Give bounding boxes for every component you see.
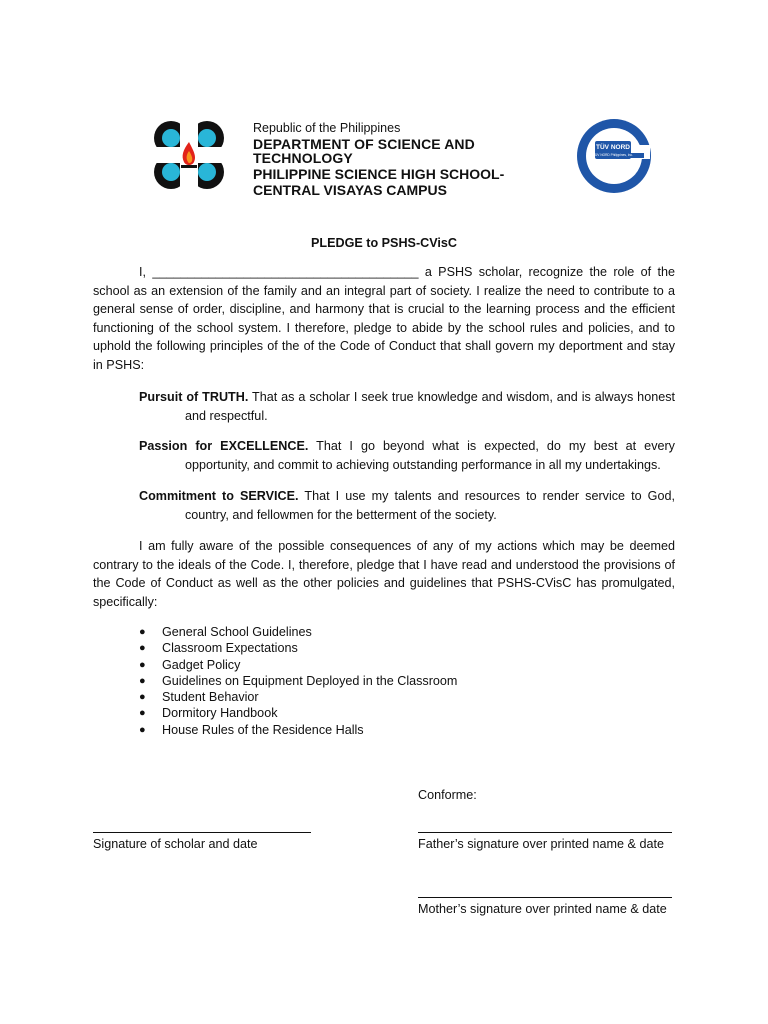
policy-list bbox=[139, 624, 457, 738]
tuv-iso-logo bbox=[568, 117, 660, 195]
list-item bbox=[139, 722, 457, 738]
header-text-block bbox=[253, 122, 573, 199]
bullet-icon: ● bbox=[139, 642, 146, 655]
school-name-line2: CENTRAL VISAYAS CAMPUS bbox=[253, 181, 447, 198]
list-item bbox=[139, 689, 457, 705]
bullet-icon: ● bbox=[139, 626, 146, 638]
principle-text: That I use my talents and resources to render service to God, country, and fellowmen for the betterment of the society. bbox=[185, 489, 675, 522]
intro-paragraph bbox=[93, 263, 675, 375]
bullet-icon: ● bbox=[139, 691, 146, 704]
bullet-icon: ● bbox=[139, 658, 146, 671]
principle-excellence bbox=[139, 437, 675, 474]
list-item-text: Guidelines on Equipment Deployed in the Classroom bbox=[162, 673, 458, 688]
mother-signature-line bbox=[418, 897, 672, 898]
bullet-icon: ● bbox=[139, 723, 146, 736]
bullet-icon: ● bbox=[139, 674, 146, 687]
scholar-signature-label: Signature of scholar and date bbox=[93, 837, 258, 851]
school-name-line1: PHILIPPINE SCIENCE HIGH SCHOOL- bbox=[253, 165, 505, 182]
scholar-signature-line bbox=[93, 832, 311, 833]
list-item-text: Gadget Policy bbox=[162, 657, 241, 672]
mother-signature-label: Mother’s signature over printed name & date bbox=[418, 902, 667, 916]
list-item-text: House Rules of the Residence Halls bbox=[162, 722, 364, 737]
list-item bbox=[139, 657, 457, 673]
document-title: PLEDGE to PSHS-CVisC bbox=[310, 236, 458, 250]
tuv-sub-text: TÜV NORD Philippines, Inc. bbox=[593, 153, 633, 157]
principle-text: That as a scholar I seek true knowledge and wisdom, and is always honest and respectful. bbox=[185, 390, 675, 423]
list-item-text: Dormitory Handbook bbox=[162, 706, 278, 721]
list-item bbox=[139, 705, 457, 721]
principle-label: Passion for EXCELLENCE. bbox=[139, 439, 309, 453]
intro-paragraph-text: I, ______________________________________ a PSHS scholar, recognize the role of the school as an extension of the family and an integral part of society. I realize the need to contribute to a general sense of order, discipline, and harmony that is crucial to the learning process and the efficient functioning of the school system. I therefore, pledge to abide by the school rules and policies, and to uphold the following principles of the of the Code of Conduct that shall govern my deportment and stay in PSHS: bbox=[93, 265, 675, 372]
pshs-logo bbox=[153, 120, 225, 190]
list-item-text: General School Guidelines bbox=[162, 625, 312, 639]
department-name: DEPARTMENT OF SCIENCE AND TECHNOLOGY bbox=[253, 135, 475, 166]
father-signature-label: Father’s signature over printed name & date bbox=[418, 837, 664, 851]
principle-label: Pursuit of TRUTH. bbox=[139, 390, 249, 404]
list-item bbox=[139, 624, 457, 640]
principle-text: That I go beyond what is expected, do my best at every opportunity, and commit to achieving outstanding performance in all my undertakings. bbox=[185, 439, 675, 472]
conforme-label: Conforme: bbox=[418, 788, 477, 802]
list-item bbox=[139, 673, 457, 689]
awareness-paragraph bbox=[93, 537, 675, 611]
principle-label: Commitment to SERVICE. bbox=[139, 489, 299, 503]
list-item-text: Student Behavior bbox=[162, 690, 259, 705]
bullet-icon: ● bbox=[139, 707, 146, 720]
principle-service bbox=[139, 487, 675, 524]
father-signature-line bbox=[418, 832, 672, 833]
tuv-brand-text: TÜV NORD bbox=[596, 144, 630, 151]
principle-truth bbox=[139, 388, 675, 425]
list-item bbox=[139, 640, 457, 656]
iso-standard-text: ISO 9001 bbox=[595, 168, 633, 185]
republic-text: Republic of the Philippines bbox=[253, 121, 401, 135]
awareness-paragraph-text: I am fully aware of the possible consequences of any of my actions which may be deemed contrary to the ideals of the Code. I, therefore, pledge that I have read and understood the provisions of the Code of Conduct as well as the other policies and guidelines that PSHS-CVisC has promulgated, specifically: bbox=[93, 539, 675, 609]
list-item-text: Classroom Expectations bbox=[162, 641, 298, 656]
